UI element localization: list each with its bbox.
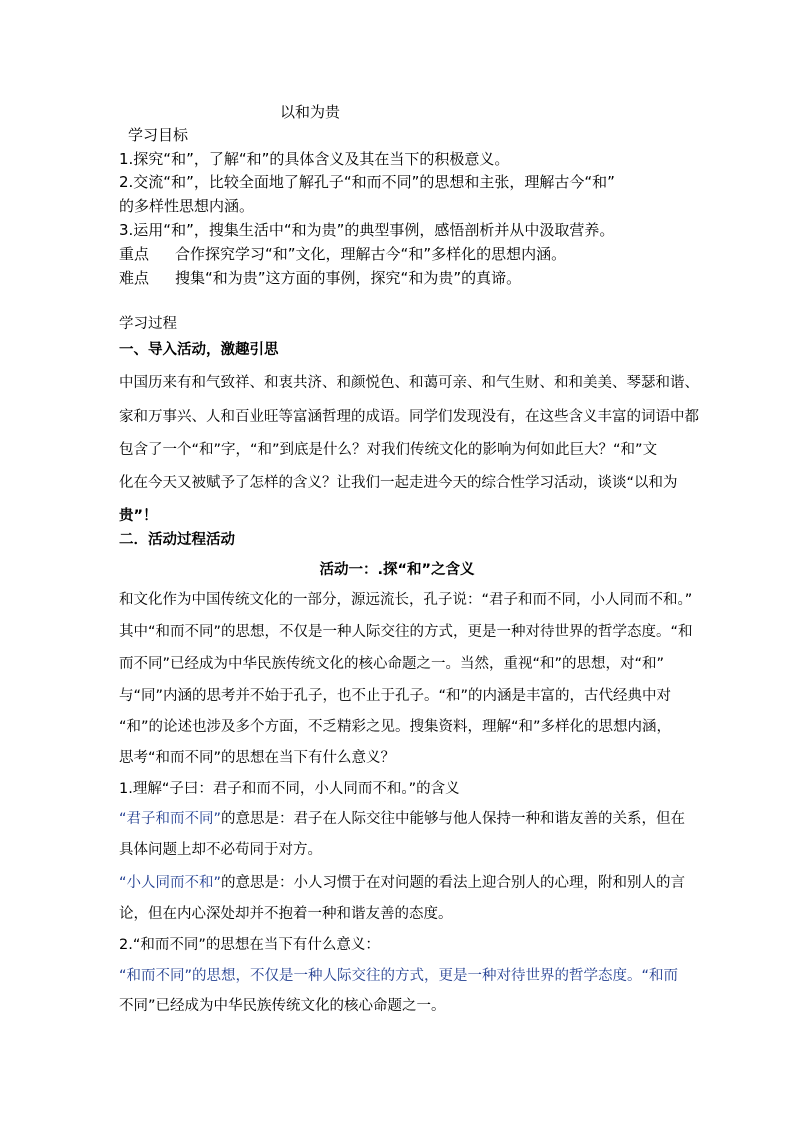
key-point-text: 合作探究学习“和”文化，理解古今“和”多样化的思想内涵。 bbox=[175, 245, 567, 263]
question-2: 2.“和而不同”的思想在当下有什么意义： bbox=[119, 937, 380, 953]
paragraph-line: 包含了一个“和”字，“和”到底是什么？对我们传统文化的影响为何如此巨大？“和”文 bbox=[119, 442, 658, 458]
paragraph-line: 而不同”已经成为中华民族传统文化的核心命题之一。当然，重视“和”的思想，对“和” bbox=[119, 656, 665, 672]
paragraph-line: 化在今天又被赋予了怎样的含义？让我们一起走进今天的综合性学习活动，谈谈“以和为 bbox=[119, 475, 678, 491]
objectives-heading: 学习目标 bbox=[128, 126, 189, 144]
section1-heading: 一、导入活动，激趣引思 bbox=[119, 342, 279, 358]
key-point bbox=[119, 244, 566, 264]
paragraph-line: 家和万事兴、人和百业旺等富涵哲理的成语。同学们发现没有，在这些含义丰富的词语中都 bbox=[119, 409, 699, 425]
activity1-heading: 活动一：.探“和”之含义 bbox=[319, 562, 475, 578]
answer-key-phrase: “君子和而不同” bbox=[119, 811, 222, 827]
question-1: 1.理解“子曰：君子和而不同，小人同而不和。”的含义 bbox=[119, 781, 460, 797]
answer-line: 论，但在内心深处却并不抱着一种和谐友善的态度。 bbox=[119, 906, 453, 922]
difficulty-text: 搜集“和为贵”这方面的事例，探究“和为贵”的真谛。 bbox=[175, 269, 522, 287]
key-point-label: 重点 bbox=[119, 245, 150, 263]
difficulty-label: 难点 bbox=[119, 269, 150, 287]
process-heading: 学习过程 bbox=[119, 316, 177, 332]
paragraph-line: “和”的论述也涉及多个方面，不乏精彩之见。搜集资料，理解“和”多样化的思想内涵， bbox=[119, 719, 672, 735]
paragraph-line: 与“同”内涵的思考并不始于孔子，也不止于孔子。“和”的内涵是丰富的，古代经典中对 bbox=[119, 688, 672, 704]
objective-line: 2.交流“和”，比较全面地了解孔子“和而不同”的思想和主张，理解古今“和” bbox=[119, 173, 615, 191]
objective-line: 1.探究“和”，了解“和”的具体含义及其在当下的积极意义。 bbox=[119, 150, 510, 168]
paragraph-line: 贵”！ bbox=[119, 508, 158, 524]
answer-line: “小人同而不和”的意思是：小人习惯于在对问题的看法上迎合别人的心理，附和别人的言 bbox=[119, 875, 686, 891]
answer-line: 不同”已经成为中华民族传统文化的核心命题之一。 bbox=[119, 998, 446, 1014]
paragraph-line: 其中“和而不同”的思想，不仅是一种人际交往的方式，更是一种对待世界的哲学态度。“和 bbox=[119, 624, 693, 640]
answer-line: 具体问题上却不必苟同于对方。 bbox=[119, 842, 322, 858]
objective-line: 3.运用“和”，搜集生活中“和为贵”的典型事例，感悟剖析并从中汲取营养。 bbox=[119, 221, 615, 239]
answer-line: “君子和而不同”的意思是：君子在人际交往中能够与他人保持一种和谐友善的关系，但在 bbox=[119, 811, 686, 827]
answer-key-phrase: “小人同而不和” bbox=[119, 875, 222, 891]
paragraph-line: 思考“和而不同”的思想在当下有什么意义？ bbox=[119, 750, 396, 766]
paragraph-line: 和文化作为中国传统文化的一部分，源远流长，孔子说：“君子和而不同，小人同而不和。” bbox=[119, 592, 693, 608]
objective-line: 的多样性思想内涵。 bbox=[119, 197, 255, 215]
document-title: 以和为贵 bbox=[280, 103, 341, 121]
difficulty bbox=[119, 268, 521, 288]
paragraph-line: 中国历来有和气致祥、和衷共济、和颜悦色、和蔼可亲、和气生财、和和美美、琴瑟和谐、 bbox=[119, 375, 699, 391]
answer-line: “和而不同”的思想，不仅是一种人际交往的方式，更是一种对待世界的哲学态度。“和而 bbox=[119, 968, 679, 984]
section2-heading: 二．活动过程活动 bbox=[119, 532, 235, 548]
